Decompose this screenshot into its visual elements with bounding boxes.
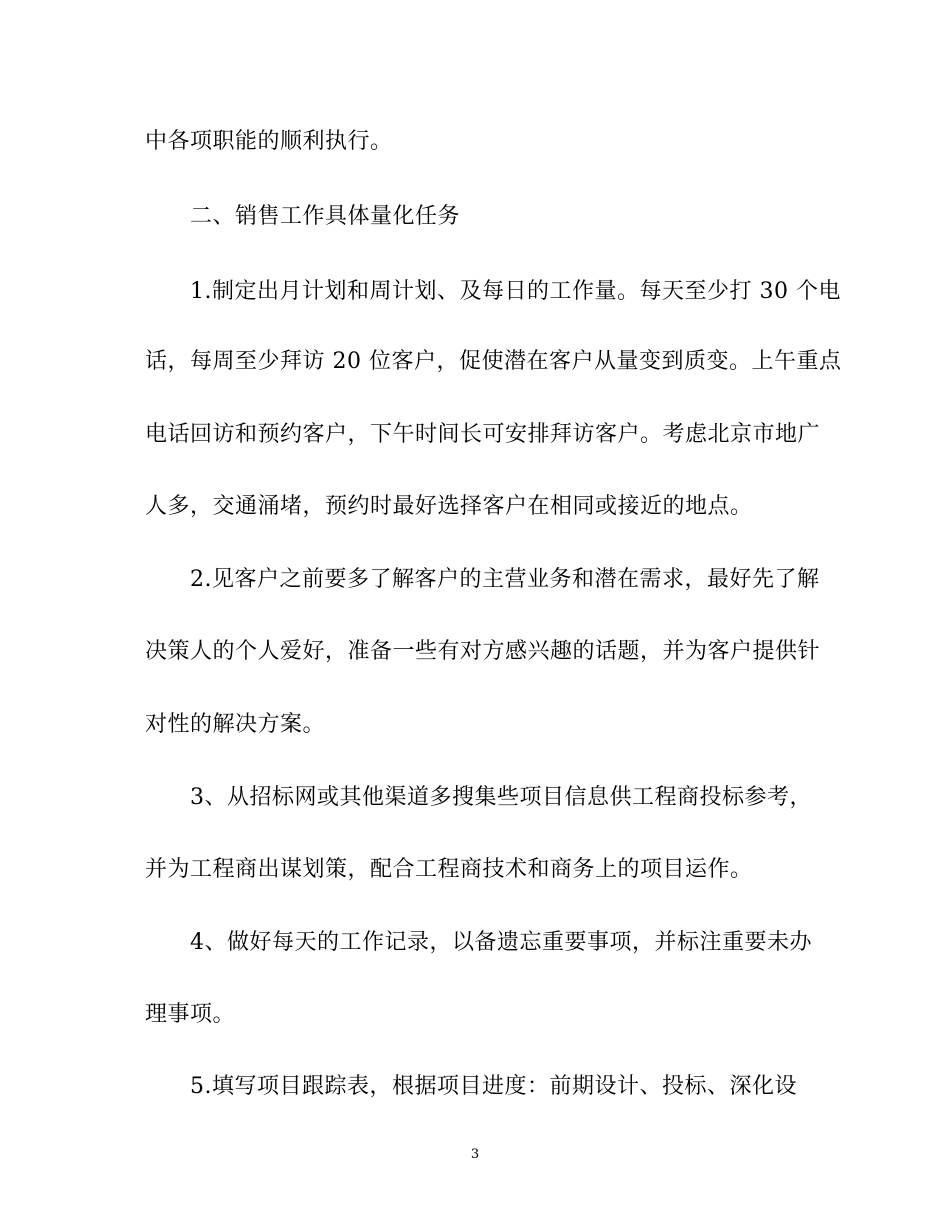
text-line: 5.填写项目跟踪表，根据项目进度：前期设计、投标、深化设 bbox=[190, 1074, 797, 1099]
text-line: 1.制定出月计划和周计划、及每日的工作量。每天至少打 30 个电 bbox=[190, 279, 841, 304]
text-line: 并为工程商出谋划策，配合工程商技术和商务上的项目运作。 bbox=[145, 857, 753, 882]
text-line: 4、做好每天的工作记录，以备遗忘重要事项，并标注重要未办 bbox=[190, 930, 812, 955]
text-line: 人多，交通涌堵，预约时最好选择客户在相同或接近的地点。 bbox=[145, 494, 753, 519]
text-line: 2.见客户之前要多了解客户的主营业务和潜在需求，最好先了解 bbox=[190, 567, 820, 592]
text-line: 中各项职能的顺利执行。 bbox=[145, 129, 393, 154]
page-number: 3 bbox=[470, 1147, 480, 1162]
text-line: 决策人的个人爱好，准备一些有对方感兴趣的话题，并为客户提供针 bbox=[145, 639, 821, 664]
text-line: 话，每周至少拜访 20 位客户，促使潜在客户从量变到质变。上午重点 bbox=[145, 349, 842, 374]
text-line: 对性的解决方案。 bbox=[145, 712, 326, 737]
text-line: 电话回访和预约客户，下午时间长可安排拜访客户。考虑北京市地广 bbox=[145, 422, 821, 447]
text-line: 理事项。 bbox=[145, 1002, 236, 1027]
section-heading: 二、销售工作具体量化任务 bbox=[190, 204, 461, 229]
text-line: 3、从招标网或其他渠道多搜集些项目信息供工程商投标参考， bbox=[190, 785, 812, 810]
